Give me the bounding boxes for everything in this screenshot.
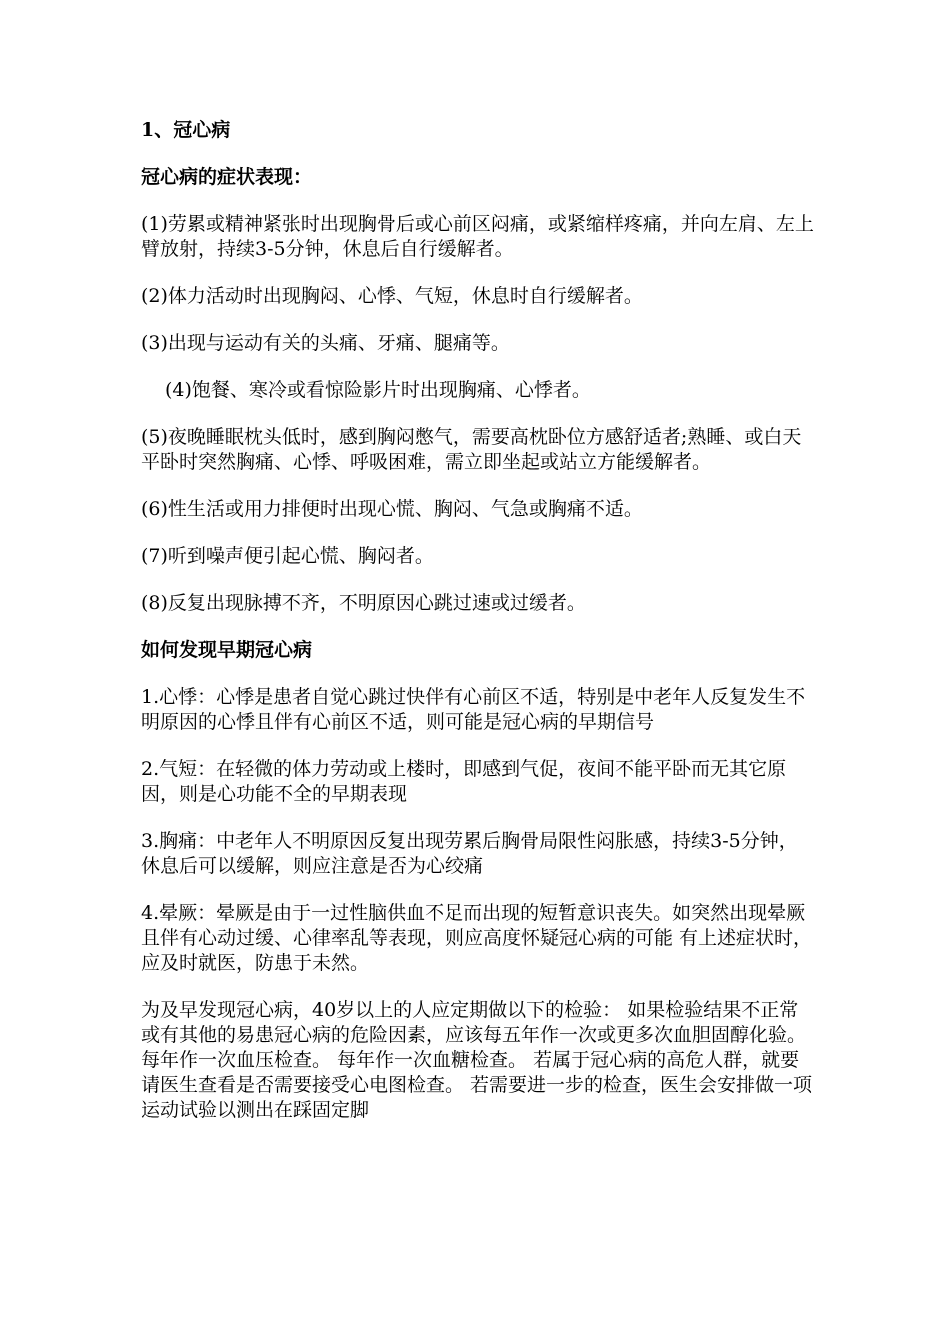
symptom-item: (4)饱餐、寒冷或看惊险影片时出现胸痛、心悸者。 [165, 379, 591, 401]
early-sign-item: 1.心悸：心悸是患者自觉心跳过快伴有心前区不适，特别是中老年人反复发生不明原因的心悸且伴有心前区不适，则可能是冠心病的早期信号 [141, 686, 806, 733]
closing-paragraph: 为及早发现冠心病，40岁以上的人应定期做以下的检验： 如果检验结果不正常或有其他的易患冠心病的危险因素，应该每五年作一次或更多次血胆固醇化验。 每年作一次血压检查。 每年作一次血糖检查。 若属于冠心病的高危人群，就要请医生查看是否需要接受心电图检查。 若需要进一步的检查，医生会安排做一项运动试验以测出在踩固定脚 [141, 999, 813, 1121]
symptoms-heading: 冠心病的症状表现： [141, 166, 313, 188]
symptom-item: (8)反复出现脉搏不齐，不明原因心跳过速或过缓者。 [141, 592, 586, 614]
early-sign-item: 2.气短：在轻微的体力劳动或上楼时，即感到气促，夜间不能平卧而无其它原因，则是心功能不全的早期表现 [141, 758, 787, 805]
symptom-item: (2)体力活动时出现胸闷、心悸、气短，休息时自行缓解者。 [141, 285, 643, 307]
section-title: 1、冠心病 [141, 119, 231, 141]
symptom-item: (6)性生活或用力排便时出现心慌、胸闷、气急或胸痛不适。 [141, 498, 643, 520]
symptom-item: (3)出现与运动有关的头痛、牙痛、腿痛等。 [141, 332, 510, 354]
early-sign-item: 3.胸痛：中老年人不明原因反复出现劳累后胸骨局限性闷胀感，持续3-5分钟，休息后可以缓解，则应注意是否为心绞痛 [141, 830, 798, 877]
document-body [141, 118, 816, 1123]
early-detection-heading: 如何发现早期冠心病 [141, 639, 313, 661]
symptom-item: (7)听到噪声便引起心慌、胸闷者。 [141, 545, 434, 567]
early-sign-item: 4.晕厥：晕厥是由于一过性脑供血不足而出现的短暂意识丧失。如突然出现晕厥且伴有心动过缓、心律率乱等表现，则应高度怀疑冠心病的可能 有上述症状时，应及时就医，防患于未然。 [141, 902, 813, 974]
symptom-item: (1)劳累或精神紧张时出现胸骨后或心前区闷痛，或紧缩样疼痛，并向左肩、左上臂放射，持续3-5分钟，休息后自行缓解者。 [141, 213, 814, 260]
symptom-item: (5)夜晚睡眠枕头低时，感到胸闷憋气，需要高枕卧位方感舒适者;熟睡、或白天平卧时突然胸痛、心悸、呼吸困难，需立即坐起或站立方能缓解者。 [141, 426, 802, 473]
